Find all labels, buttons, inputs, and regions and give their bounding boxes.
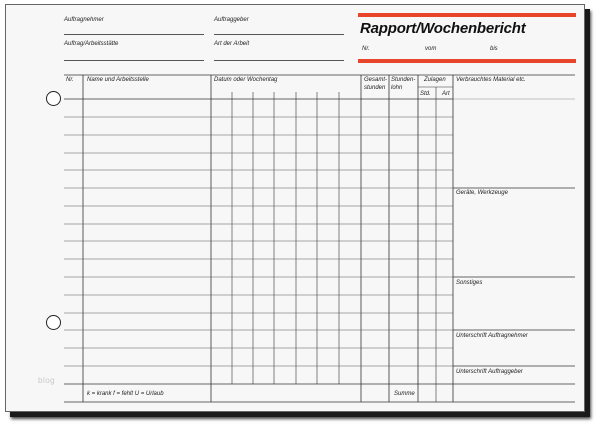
col-std-header: Std.: [420, 91, 431, 97]
auftragnehmer-label: Auftragnehmer: [64, 17, 104, 23]
geraete-label: Geräte, Werkzeuge: [456, 190, 508, 196]
form-title: Rapport/Wochenbericht: [360, 20, 526, 37]
col-material-header: Verbrauchtes Material etc.: [456, 77, 526, 83]
watermark: blog: [38, 376, 56, 385]
col-lohn-header-2: lohn: [391, 85, 403, 91]
summe-label: Summe: [394, 391, 415, 397]
col-name-header: Name und Arbeitsstelle: [87, 77, 149, 83]
col-art-header: Art: [442, 91, 450, 97]
col-datum-header: Datum oder Wochentag: [214, 77, 278, 83]
vom-label: vom: [425, 46, 437, 52]
unterschrift-auftraggeber-label: Unterschrift Auftraggeber: [456, 369, 523, 375]
col-lohn-header-1: Stunden-: [391, 77, 416, 83]
sonstiges-label: Sonstiges: [456, 280, 483, 286]
col-zulagen-header: Zulagen: [424, 77, 446, 83]
auftraggeber-label: Auftraggeber: [214, 17, 249, 23]
art-der-arbeit-label: Art der Arbeit: [214, 41, 250, 47]
auftrag-arbeitsstaette-label: Auftrag/Arbeitsstätte: [64, 41, 119, 47]
unterschrift-auftragnehmer-label: Unterschrift Auftragnehmer: [456, 333, 528, 339]
col-nr-header: Nr.: [66, 77, 74, 83]
nr-label: Nr.: [362, 46, 370, 52]
legend-text: k = krank f = fehlt U = Urlaub: [87, 391, 164, 397]
col-gesamt-header-2: stunden: [364, 85, 386, 91]
col-gesamt-header-1: Gesamt-: [364, 77, 388, 83]
bis-label: bis: [490, 46, 498, 52]
